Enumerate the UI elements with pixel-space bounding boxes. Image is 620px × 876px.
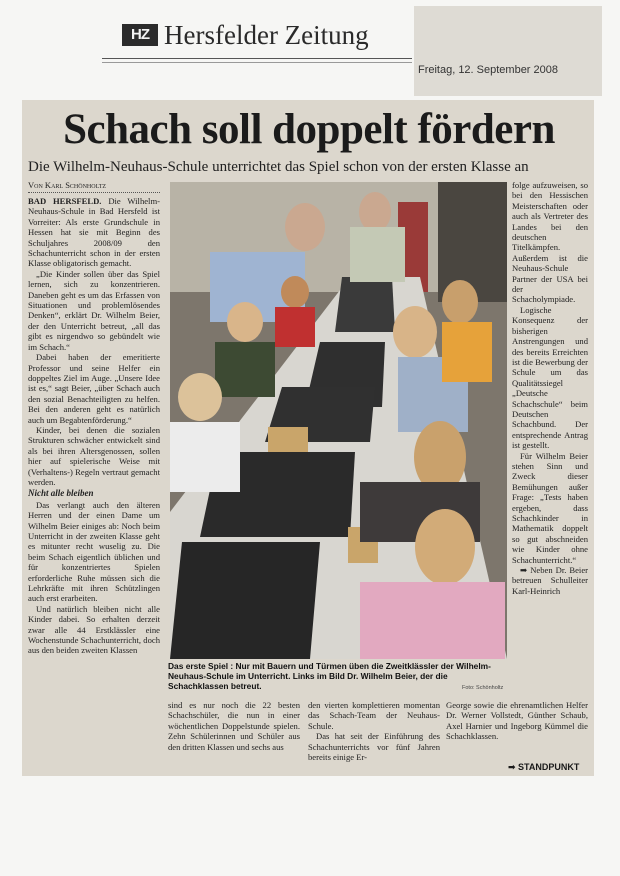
- article-column-1: [28, 196, 160, 776]
- paragraph-text: Die Wilhelm-Neuhaus-Schule in Bad Hersfeld ist Vorreiter: Als erste Grundschule in Hessen hat sie mit Beginn des Schuljahres 2008/09 den Schachunterricht schon in der ersten Klasse obligatorisch gemacht.: [28, 196, 160, 269]
- masthead-rule: [102, 62, 412, 63]
- paragraph: „Die Kinder sollen über das Spiel lernen, sich zu konzentrieren. Daneben geht es um das Erfassen von Situationen und problemlösendes Denken“, erklärt Dr. Wilhelm Beier, der den Unterricht betreut, „all das gibt es nirgendwo so gebündelt wie im Schach.“: [28, 268, 160, 352]
- paragraph: Logische Konsequenz der bisherigen Anstrengungen und des bereits Erreichten ist die Bewerbung der Schule um das Qualitätssiegel „Deutsche Schachschule“ beim Deutschen Schachbund. Der entsprechende Antrag ist gestellt.: [512, 304, 588, 451]
- article-headline: Schach soll doppelt fördern: [63, 106, 555, 153]
- paragraph: ➡ Neben Dr. Beier betreuen Schulleiter Karl-Heinrich: [512, 565, 588, 596]
- see-also-link[interactable]: ➡ STANDPUNKT: [508, 762, 580, 772]
- newspaper-logo: HZ: [122, 24, 158, 46]
- article-photo-chess-class: [170, 182, 507, 659]
- date-slip: [414, 6, 602, 96]
- paragraph: Kinder, bei denen die sozialen Strukturen schwächer entwickelt sind als bei ihren Altersgenossen, sollen hier auf spielerische Weise mit (Verhaltens-) Regeln vertraut gemacht werden.: [28, 424, 160, 487]
- paragraph: Das hat seit der Einführung des Schachunterrichts vor fünf Jahren bereits einige Er-: [308, 731, 440, 763]
- article-column-4: [446, 700, 588, 762]
- photo-credit: Foto: Schönholtz: [462, 685, 504, 691]
- article-column-2: [168, 700, 300, 776]
- newspaper-name: Hersfelder Zeitung: [164, 20, 369, 50]
- article-column-3: [308, 700, 440, 776]
- paragraph: sind es nur noch die 22 besten Schachschüler, die nun in einer wöchentlichen Doppelstunde spielen. Zehn Schülerinnen und Schüler aus den dritten Klassen und sechs aus: [168, 700, 300, 752]
- photo-illustration: [170, 182, 507, 659]
- article-byline: Von Karl Schönholtz: [28, 180, 160, 193]
- photo-caption: Das erste Spiel : Nur mit Bauern und Türmen üben die Zweitklässler der Wilhelm-Neuhaus-Schule im Unterricht. Links im Bild Dr. Wilhelm Beier, der die Schachklassen betreut.: [168, 661, 491, 691]
- masthead-rule: [102, 58, 412, 59]
- masthead: [122, 20, 412, 66]
- paragraph: Das verlangt auch den älteren Herren und der einen Dame um Wilhelm Beier einiges ab: Noch beim Unterricht in der zweiten Klasse geht es mitunter recht wuselig zu. Die beim Schach eigentlich üblichen und für konzentriertes Spielen erforderliche Ruhe müssen sich die Lehrkräfte mit ihren Schützlingen auch erst erarbeiten.: [28, 499, 160, 604]
- dateline: BAD HERSFELD.: [28, 196, 102, 206]
- article-clipping: [22, 100, 594, 776]
- article-subheadline: Die Wilhelm-Neuhaus-Schule unterrichtet das Spiel schon von der ersten Klasse an: [28, 159, 529, 175]
- paragraph: Dabei haben der emeritierte Professor und seine Helfer ein doppeltes Ziel im Auge. „Unsere Idee ist es,“ sagt Beier, „über Schach auch den sozial Benachteiligten zu helfen. Bei den anderen geht es natürlich auch um Begabtenförderung.“: [28, 352, 160, 425]
- paragraph: Und natürlich bleiben nicht alle Kinder dabei. So erhalten derzeit zwar alle 44 Erstklässler eine Wochenstunde Schachunterricht, doch aus den beiden zweiten Klassen: [28, 603, 160, 656]
- publication-date: Freitag, 12. September 2008: [417, 64, 558, 76]
- paragraph: [28, 196, 160, 269]
- paragraph: Für Wilhelm Beier stehen Sinn und Zweck dieser Bemühungen außer Frage: „Tests haben ergeben, dass Schachkinder in Mathematik doppelt so gut abschneiden wie Kinder ohne Schachunterricht.“: [512, 450, 588, 565]
- section-subhead: Nicht alle bleiben: [28, 488, 94, 499]
- article-column-5: [512, 180, 588, 658]
- paragraph: folge aufzuweisen, so bei den Hessischen Meisterschaften oder auch als Vertreter des Landes bei den deutschen Titelkämpfen. Außerdem ist die Neuhaus-Schule Partner der USA bei der Schacholympiade.: [512, 180, 588, 305]
- paragraph: George sowie die ehrenamtlichen Helfer Dr. Werner Vollstedt, Günther Schaub, Axel Harnier und Ingeborg Kümmel die Schachklassen.: [446, 700, 588, 742]
- paragraph: den vierten komplettieren momentan das Schach-Team der Neuhaus-Schule.: [308, 700, 440, 731]
